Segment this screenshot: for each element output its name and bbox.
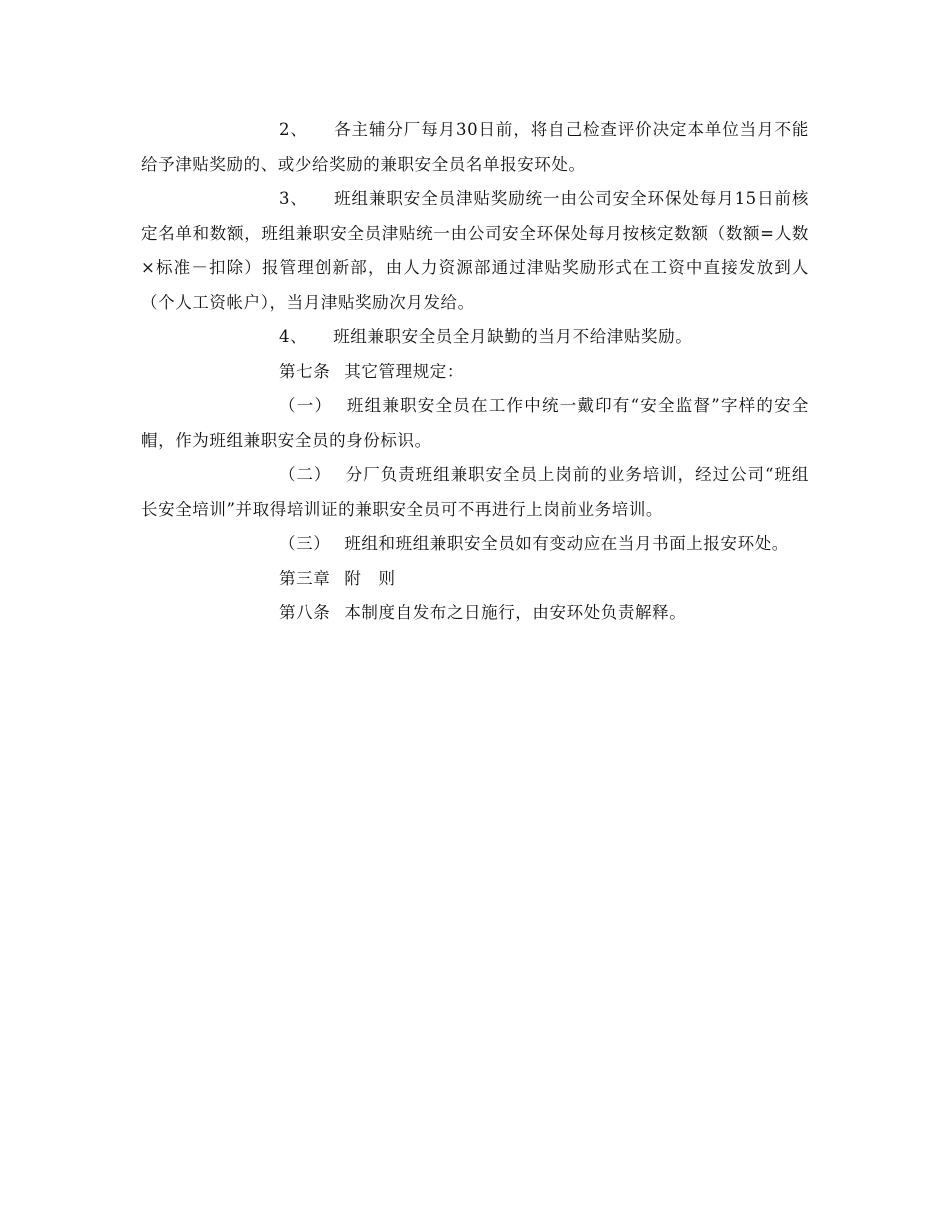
- article-marker: 第八条: [279, 603, 331, 622]
- paragraph-item-2: [141, 113, 809, 182]
- article-7-heading: [141, 355, 809, 390]
- sub-text: 班组兼职安全员在工作中统一戴印有“安全监督”字样的安全帽，作为班组兼职安全员的身份标识。: [141, 396, 809, 450]
- sub-text: 分厂负责班组兼职安全员上岗前的业务培训，经过公司“班组长安全培训”并取得培训证的兼职安全员可不再进行上岗前业务培训。: [141, 465, 809, 519]
- paragraph-item-3: [141, 182, 809, 320]
- paragraph-item-4: [141, 320, 809, 355]
- item-text: 班组兼职安全员津贴奖励统一由公司安全环保处每月15日前核定名单和数额，班组兼职安全员津贴统一由公司安全环保处每月按核定数额（数额=人数×标准－扣除）报管理创新部，由人力资源部通过津贴奖励形式在工资中直接发放到人（个人工资帐户），当月津贴奖励次月发给。: [141, 189, 810, 312]
- article-8: [141, 596, 809, 631]
- item-marker: 4、: [279, 327, 308, 346]
- item-text: 班组兼职安全员全月缺勤的当月不给津贴奖励。: [333, 327, 693, 346]
- chapter-marker: 第三章: [279, 568, 331, 588]
- chapter-3-heading: [141, 562, 809, 597]
- paragraph-sub-1: [141, 389, 809, 458]
- document-body: [141, 113, 809, 631]
- chapter-title: 附 则: [344, 568, 396, 588]
- paragraph-sub-2: [141, 458, 809, 527]
- sub-marker: （一）: [279, 396, 333, 415]
- article-marker: 第七条: [279, 361, 331, 381]
- article-text: 其它管理规定：: [344, 361, 465, 381]
- item-text: 各主辅分厂每月30日前，将自己检查评价决定本单位当月不能给予津贴奖励的、或少给奖励的兼职安全员名单报安环处。: [141, 120, 810, 174]
- sub-text: 班组和班组兼职安全员如有变动应在当月书面上报安环处。: [344, 534, 789, 553]
- item-marker: 3、: [279, 189, 308, 208]
- sub-marker: （三）: [279, 534, 331, 553]
- paragraph-sub-3: [141, 527, 809, 562]
- item-marker: 2、: [279, 120, 308, 139]
- article-text: 本制度自发布之日施行，由安环处负责解释。: [344, 603, 687, 622]
- sub-marker: （二）: [279, 465, 332, 484]
